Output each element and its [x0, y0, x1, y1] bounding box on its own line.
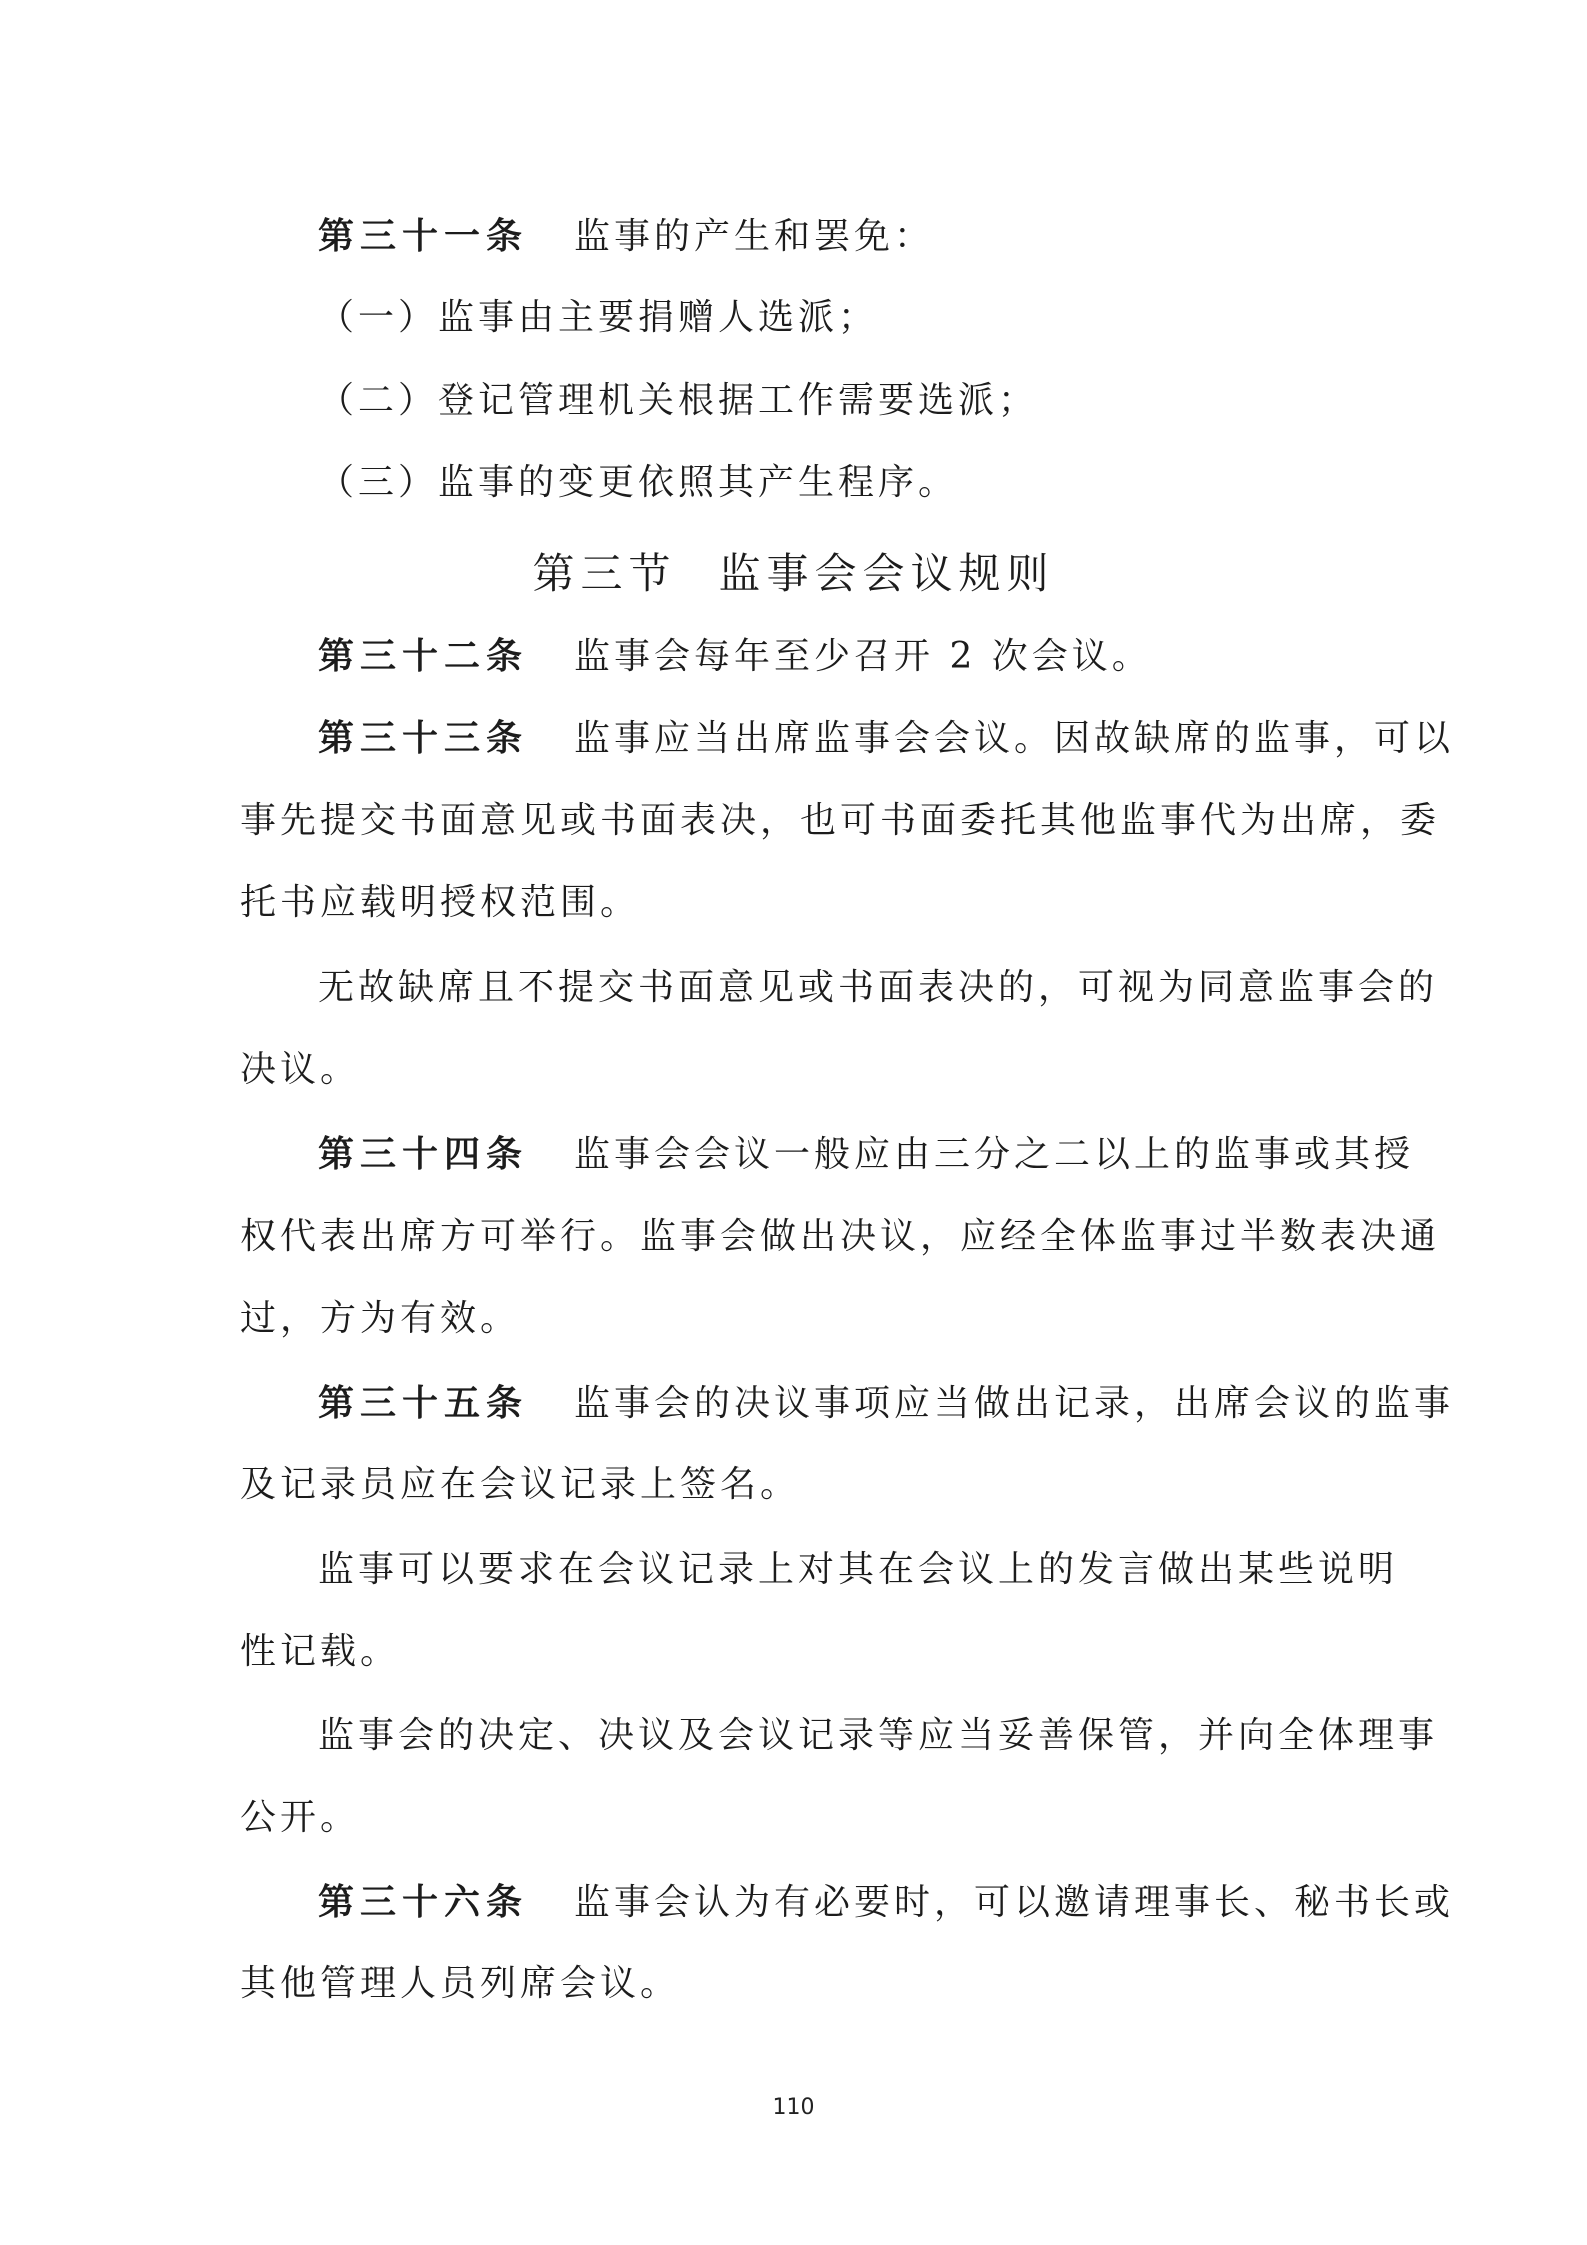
article-35-para-3-line-2: 公开。 — [240, 1797, 361, 1838]
article-32-line-1 — [318, 634, 1350, 678]
article-33-line-1 — [318, 716, 1455, 760]
article-32-text: 监事会每年至少召开 2 次会议。 — [574, 636, 1152, 677]
article-31-text: 监事的产生和罢免： — [574, 216, 935, 257]
article-35-line-1 — [318, 1381, 1455, 1425]
article-34-line-3: 过，方为有效。 — [240, 1298, 521, 1339]
section-title: 监事会会议规则 — [718, 549, 1055, 598]
article-35-para-2-line-1: 监事可以要求在会议记录上对其在会议上的发言做出某些说明 — [318, 1549, 1399, 1590]
article-35-para-3-line-1: 监事会的决定、决议及会议记录等应当妥善保管，并向全体理事 — [318, 1715, 1439, 1756]
article-36-line-1 — [318, 1880, 1455, 1924]
article-36-text-1: 监事会认为有必要时，可以邀请理事长、秘书长或 — [574, 1882, 1455, 1923]
article-34-line-1 — [318, 1132, 1415, 1176]
article-31-line-1 — [318, 214, 1350, 258]
article-36-label: 第三十六条 — [318, 1881, 529, 1923]
article-35-label: 第三十五条 — [318, 1382, 529, 1424]
article-34-text-1: 监事会会议一般应由三分之二以上的监事或其授 — [574, 1134, 1415, 1175]
article-35-text-1: 监事会的决议事项应当做出记录，出席会议的监事 — [574, 1383, 1455, 1424]
section-number: 第三节 — [532, 549, 677, 598]
article-33-para-2-line-2: 决议。 — [240, 1049, 361, 1090]
article-31-item-1: （一）监事由主要捐赠人选派； — [318, 297, 879, 338]
article-31-item-2: （二）登记管理机关根据工作需要选派； — [318, 380, 1039, 421]
article-34-label: 第三十四条 — [318, 1133, 529, 1175]
article-31-item-3: （三）监事的变更依照其产生程序。 — [318, 462, 959, 503]
article-31-label: 第三十一条 — [318, 215, 529, 257]
article-33-para-2-line-1: 无故缺席且不提交书面意见或书面表决的，可视为同意监事会的 — [318, 967, 1439, 1008]
page-number: 110 — [772, 2095, 815, 2120]
article-33-line-2: 事先提交书面意见或书面表决，也可书面委托其他监事代为出席，委 — [240, 800, 1441, 841]
article-33-label: 第三十三条 — [318, 717, 529, 759]
article-35-line-2: 及记录员应在会议记录上签名。 — [240, 1464, 801, 1505]
article-33-text-1: 监事应当出席监事会会议。因故缺席的监事，可以 — [574, 718, 1455, 759]
article-36-line-2: 其他管理人员列席会议。 — [240, 1963, 681, 2004]
article-32-label: 第三十二条 — [318, 635, 529, 677]
article-33-line-3: 托书应载明授权范围。 — [240, 882, 641, 923]
article-35-para-2-line-2: 性记载。 — [240, 1631, 401, 1672]
section-heading — [0, 548, 1587, 600]
article-34-line-2: 权代表出席方可举行。监事会做出决议，应经全体监事过半数表决通 — [240, 1216, 1441, 1257]
